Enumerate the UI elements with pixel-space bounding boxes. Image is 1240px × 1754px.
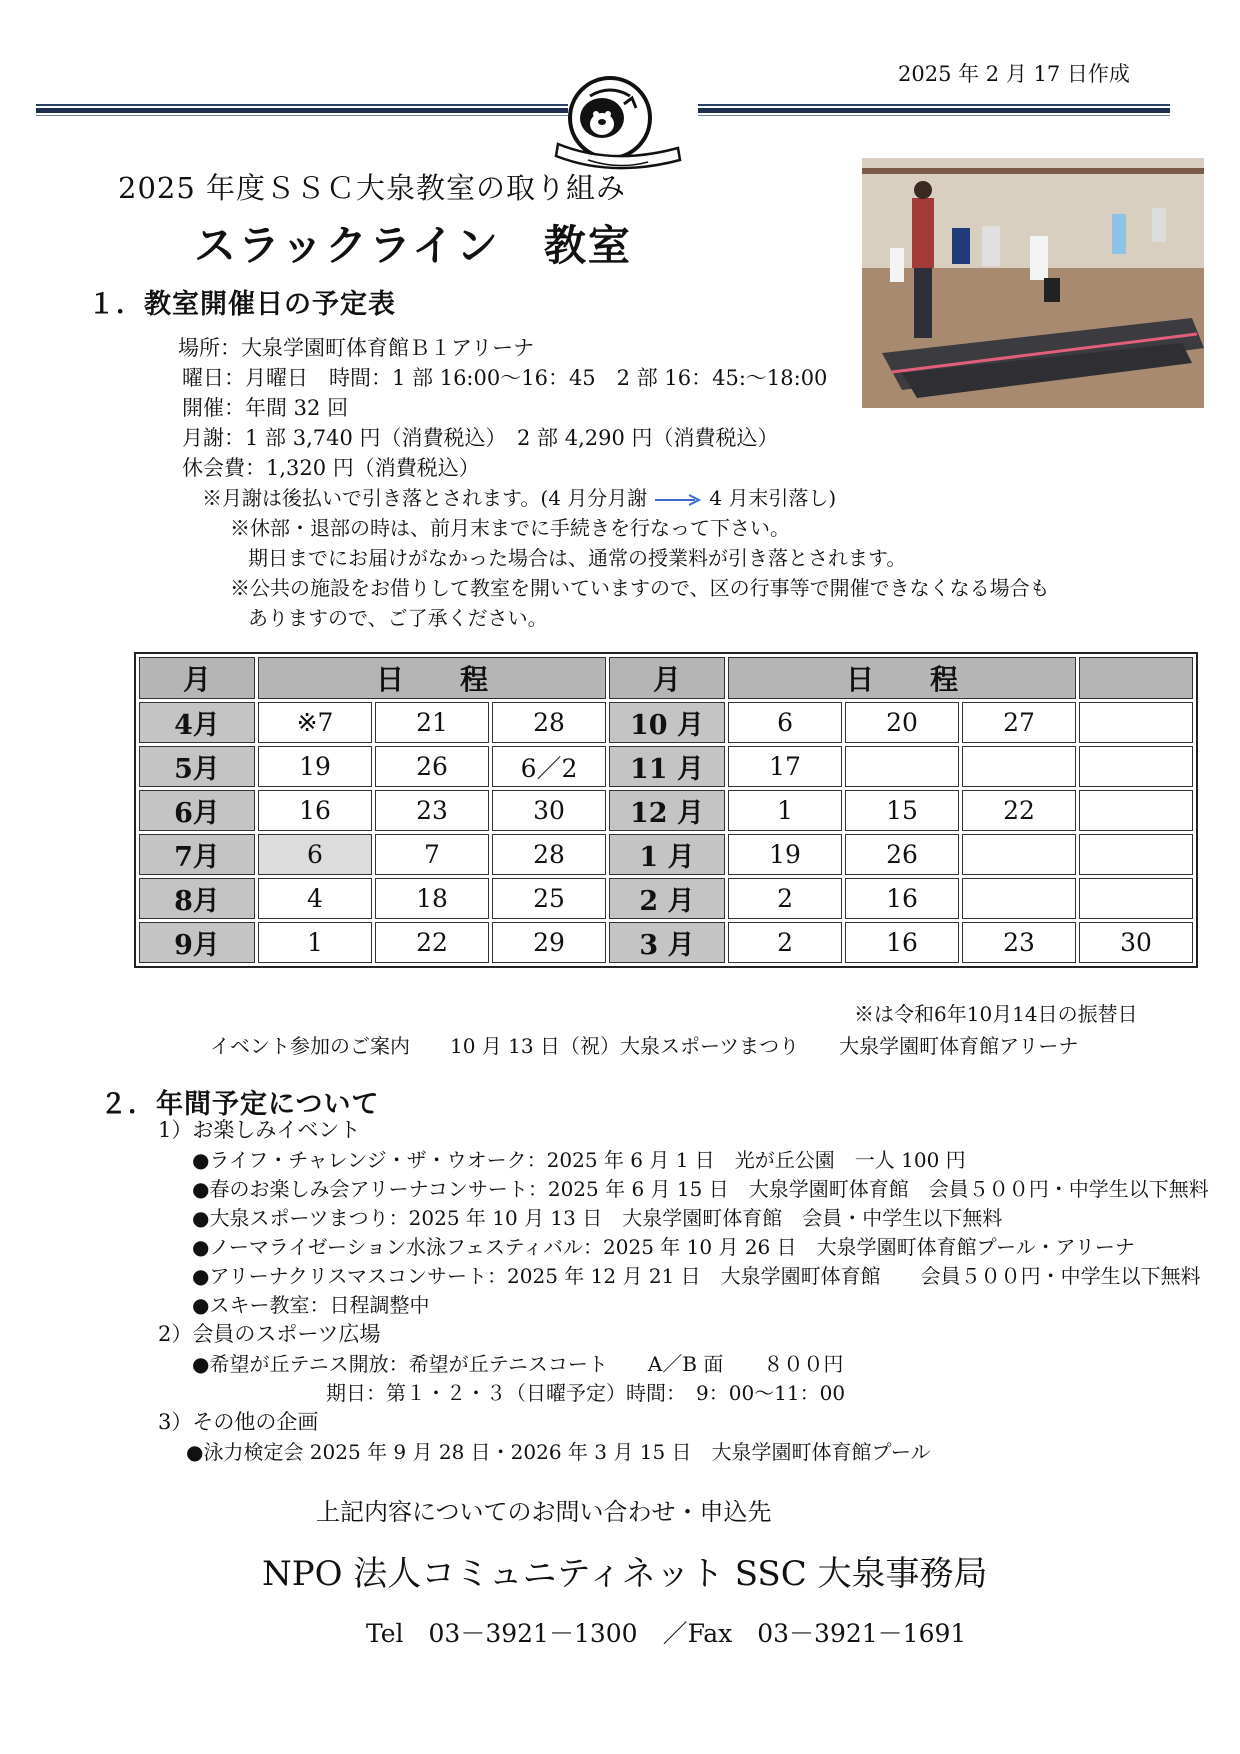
table-row [139, 878, 1193, 919]
month-cell: 12 月 [609, 790, 725, 831]
schedule-table [134, 652, 1198, 968]
table-row [139, 746, 1193, 787]
section1-heading: １．教室開催日の予定表 [88, 289, 396, 320]
date-cell [1079, 878, 1193, 919]
date-cell [1079, 702, 1193, 743]
date-cell: 26 [845, 834, 959, 875]
date-cell: 16 [845, 922, 959, 963]
month-cell: 1 月 [609, 834, 725, 875]
table-row [139, 922, 1193, 963]
date-cell [1079, 790, 1193, 831]
date-cell [962, 834, 1076, 875]
date-cell: 7 [375, 834, 489, 875]
header-month-right: 月 [609, 657, 725, 699]
list-item: ●大泉スポーツまつり：2025 年 10 月 13 日 大泉学園町体育館 会員・中学生以下無料 [192, 1206, 1003, 1230]
fee-text: 月謝：1 部 3,740 円（消費税込） 2 部 4,290 円（消費税込） [182, 426, 779, 450]
month-cell: 3 月 [609, 922, 725, 963]
organization-name: NPO 法人コミュニティネット SSC 大泉事務局 [262, 1554, 988, 1594]
table-header-row [139, 657, 1193, 699]
event-notice: イベント参加のご案内 10 月 13 日（祝）大泉スポーツまつり 大泉学園町体育館アリーナ [210, 1034, 1079, 1058]
date-cell: 28 [492, 834, 606, 875]
list-item: ●ライフ・チャレンジ・ザ・ウオーク：2025 年 6 月 1 日 光が丘公園 一人 100 円 [192, 1148, 966, 1172]
date-cell: 22 [375, 922, 489, 963]
phone-fax: Tel 03－3921－1300 ／Fax 03－3921－1691 [366, 1619, 967, 1648]
ssc-logo [552, 74, 684, 174]
slackline-photo [862, 158, 1204, 408]
header-days-right: 日 程 [728, 657, 1076, 699]
date-cell: 28 [492, 702, 606, 743]
date-cell: 19 [258, 746, 372, 787]
date-cell: 30 [492, 790, 606, 831]
date-cell [962, 878, 1076, 919]
date-cell: 1 [728, 790, 842, 831]
date-cell [845, 746, 959, 787]
list-item: ●泳力検定会 2025 年 9 月 28 日・2026 年 3 月 15 日 大泉学園町体育館プール [186, 1440, 931, 1464]
date-cell: 23 [962, 922, 1076, 963]
arrow-right-icon [655, 494, 701, 506]
header-rule-left [36, 104, 568, 116]
date-cell: 16 [258, 790, 372, 831]
payment-note-a: ※月謝は後払いで引き落とされます。(4 月分月謝 [202, 486, 648, 510]
month-cell: 8月 [139, 878, 255, 919]
date-cell [1079, 834, 1193, 875]
quit-note-1: ※休部・退部の時は、前月末までに手続きを行なって下さい。 [230, 516, 790, 540]
date-cell-highlighted: 6 [258, 834, 372, 875]
header-blank [1079, 657, 1193, 699]
month-cell: 11 月 [609, 746, 725, 787]
substitute-day-note: ※は令和6年10月14日の振替日 [854, 1002, 1138, 1026]
date-cell: ※7 [258, 702, 372, 743]
list-item: ●アリーナクリスマスコンサート：2025 年 12 月 21 日 大泉学園町体育館 会員５００円・中学生以下無料 [192, 1264, 1201, 1288]
subheading-other-plans: 3）その他の企画 [158, 1410, 319, 1434]
date-cell: 23 [375, 790, 489, 831]
date-cell: 17 [728, 746, 842, 787]
month-cell: 4月 [139, 702, 255, 743]
created-date: 2025 年 2 月 17 日作成 [898, 62, 1130, 86]
date-cell: 30 [1079, 922, 1193, 963]
leave-fee-text: 休会費：1,320 円（消費税込） [182, 456, 480, 480]
month-cell: 6月 [139, 790, 255, 831]
payment-note-b: 4 月末引落し) [709, 486, 837, 510]
date-cell: 27 [962, 702, 1076, 743]
list-item: ●ノーマライゼーション水泳フェスティバル：2025 年 10 月 26 日 大泉学園町体育館プール・アリーナ [192, 1235, 1135, 1259]
subheading-sports-plaza: 2）会員のスポーツ広場 [158, 1322, 381, 1346]
date-cell [962, 746, 1076, 787]
date-cell: 4 [258, 878, 372, 919]
date-cell: 6 [728, 702, 842, 743]
date-cell: 29 [492, 922, 606, 963]
month-cell: 7月 [139, 834, 255, 875]
place-text: 場所：大泉学園町体育館Ｂ１アリーナ [178, 336, 535, 360]
page-title: 2025 年度ＳＳＣ大泉教室の取り組み [118, 171, 627, 205]
date-cell: 2 [728, 922, 842, 963]
schedule-text: 曜日：月曜日 時間：1 部 16:00～16：45 2 部 16：45:～18:00 [182, 366, 828, 390]
month-cell: 9月 [139, 922, 255, 963]
tennis-schedule: 期日：第１・２・３（日曜予定）時間： 9：00～11：00 [326, 1381, 846, 1405]
date-cell [1079, 746, 1193, 787]
public-note-2: ありますので、ご了承ください。 [248, 606, 548, 630]
table-row [139, 790, 1193, 831]
section2-heading: ２．年間予定について [100, 1089, 380, 1120]
date-cell: 19 [728, 834, 842, 875]
date-cell: 22 [962, 790, 1076, 831]
date-cell: 1 [258, 922, 372, 963]
date-cell: 6／2 [492, 746, 606, 787]
date-cell: 15 [845, 790, 959, 831]
header-days-left: 日 程 [258, 657, 606, 699]
contact-label: 上記内容についてのお問い合わせ・申込先 [316, 1498, 772, 1526]
date-cell: 21 [375, 702, 489, 743]
table-row [139, 834, 1193, 875]
payment-note [202, 484, 836, 513]
list-item: ●春のお楽しみ会アリーナコンサート：2025 年 6 月 15 日 大泉学園町体育館 会員５００円・中学生以下無料 [192, 1177, 1209, 1201]
month-cell: 5月 [139, 746, 255, 787]
header-rule-right [698, 104, 1170, 116]
date-cell: 18 [375, 878, 489, 919]
month-cell: 10 月 [609, 702, 725, 743]
date-cell: 20 [845, 702, 959, 743]
public-note-1: ※公共の施設をお借りして教室を開いていますので、区の行事等で開催できなくなる場合も [230, 576, 1050, 600]
date-cell: 2 [728, 878, 842, 919]
class-name-heading: スラックライン 教室 [194, 221, 632, 270]
header-month-left: 月 [139, 657, 255, 699]
month-cell: 2 月 [609, 878, 725, 919]
count-text: 開催：年間 32 回 [182, 396, 349, 420]
date-cell: 26 [375, 746, 489, 787]
subheading-fun-events: 1）お楽しみイベント [158, 1118, 361, 1142]
list-item: ●希望が丘テニス開放：希望が丘テニスコート A／B 面 ８００円 [192, 1352, 844, 1376]
date-cell: 16 [845, 878, 959, 919]
date-cell: 25 [492, 878, 606, 919]
list-item: ●スキー教室：日程調整中 [192, 1293, 430, 1317]
quit-note-2: 期日までにお届けがなかった場合は、通常の授業料が引き落とされます。 [248, 546, 907, 570]
table-row [139, 702, 1193, 743]
